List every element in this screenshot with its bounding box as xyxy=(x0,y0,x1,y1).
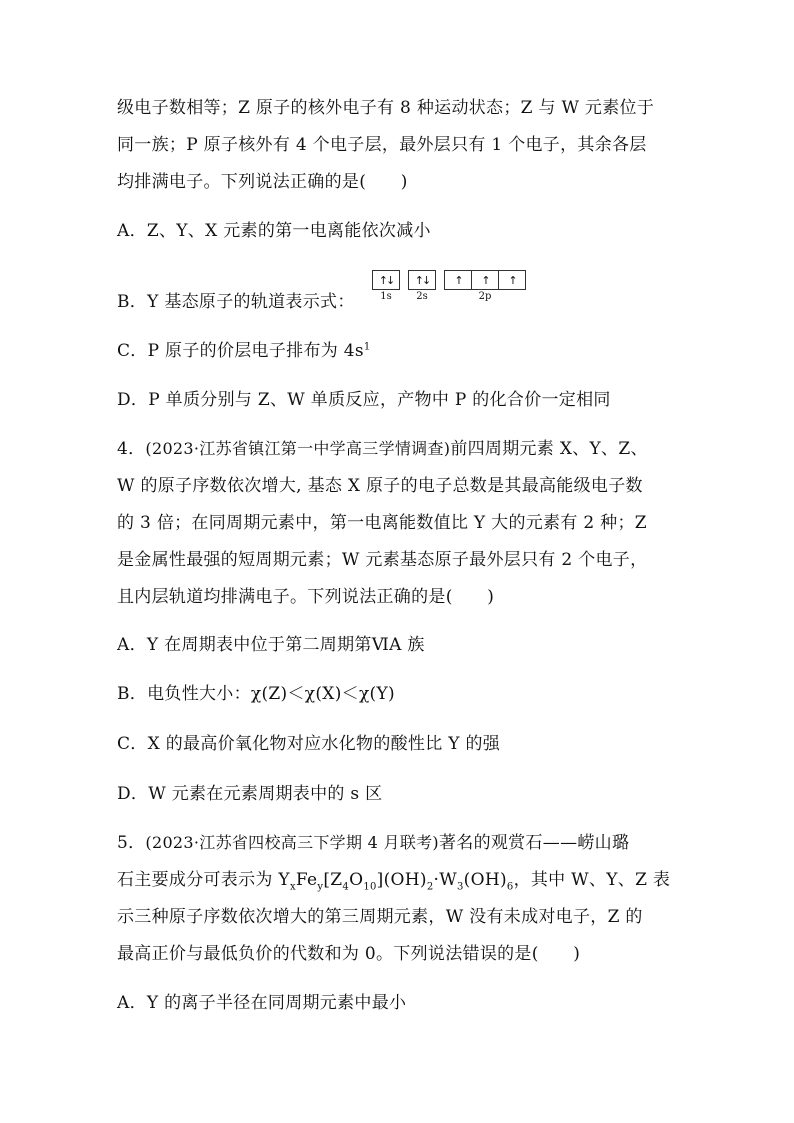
q3-stem-line-3: 均排满电子。下列说法正确的是( ) xyxy=(117,172,408,192)
formula-o: O xyxy=(349,870,364,890)
q3-option-c xyxy=(117,339,371,363)
orbital-diagram xyxy=(372,270,534,302)
formula-dot-w: ·W xyxy=(433,870,457,890)
orbital-box: ↑↓ xyxy=(372,270,400,290)
q4-stem-line-1 xyxy=(117,437,648,461)
orbital-label: 2p xyxy=(478,291,492,302)
formula-sub-y: y xyxy=(317,881,324,893)
q5-stem-line-1 xyxy=(117,831,629,855)
q4-option-d: D．W 元素在元素周期表中的 s 区 xyxy=(117,784,383,804)
formula-fe: Fe xyxy=(295,870,318,890)
q3-option-b: B．Y 基态原子的轨道表示式： xyxy=(117,292,355,312)
q5-stem-line-3: 示三种原子序数依次增大的第三周期元素，W 没有未成对电子，Z 的 xyxy=(117,907,643,927)
formula-sub-2: 2 xyxy=(426,881,434,893)
formula-sub-6: 6 xyxy=(506,881,514,893)
q4-option-c: C．X 的最高价氧化物对应水化物的酸性比 Y 的强 xyxy=(117,734,501,754)
q4-option-b: B．电负性大小：χ(Z)＜χ(X)＜χ(Y) xyxy=(117,684,395,704)
q4-stem-line-2: W 的原子序数依次增大, 基态 X 原子的电子总数是其最高能级电子数 xyxy=(117,476,643,496)
formula-bracket: [Z xyxy=(323,870,343,890)
q5-option-a: A．Y 的离子半径在同周期元素中最小 xyxy=(117,993,407,1013)
orbital-label: 2s xyxy=(416,291,428,302)
orbital-box: ↑↓ xyxy=(408,270,436,290)
q4-stem-line-3: 的 3 倍；在同周期元素中，第一电离能数值比 Y 大的元素有 2 种；Z xyxy=(117,513,647,533)
formula-sub-3: 3 xyxy=(457,881,464,893)
orbital-box: ↑ xyxy=(471,270,499,290)
q3-stem-line-2: 同一族；P 原子核外有 4 个电子层，最外层只有 1 个电子，其余各层 xyxy=(117,135,647,155)
q5-stem-line-2 xyxy=(117,868,670,892)
orbital-2s xyxy=(408,270,436,302)
formula-oh6: (OH) xyxy=(463,870,507,890)
q4-source: (2023·江苏省镇江第一中学高三学情调查) xyxy=(145,439,451,458)
q4-option-a: A．Y 在周期表中位于第二周期第ⅥA 族 xyxy=(117,635,425,655)
q4-stem-first: 前四周期元素 X、Y、Z、 xyxy=(450,439,648,459)
q3-stem-line-1: 级电子数相等；Z 原子的核外电子有 8 种运动状态；Z 与 W 元素位于 xyxy=(117,98,655,118)
formula-sub-x: x xyxy=(289,881,296,893)
q5-stem-line-4: 最高正价与最低负价的代数和为 0。下列说法错误的是( ) xyxy=(117,944,581,964)
formula-oh: ](OH) xyxy=(376,870,427,890)
orbital-box: ↑ xyxy=(444,270,472,290)
formula-suffix: ，其中 W、Y、Z 表 xyxy=(513,870,671,890)
q3-option-d: D．P 单质分别与 Z、W 单质反应，产物中 P 的化合价一定相同 xyxy=(117,390,611,410)
q3-option-a: A．Z、Y、X 元素的第一电离能依次减小 xyxy=(117,221,431,241)
formula-sub-10: 10 xyxy=(363,881,377,893)
orbital-label: 1s xyxy=(380,291,392,302)
orbital-box: ↑ xyxy=(498,270,526,290)
q5-number: 5． xyxy=(117,833,146,853)
q5-source: (2023·江苏省四校高三下学期 4 月联考) xyxy=(145,833,439,852)
option-c-text: C．P 原子的价层电子排布为 4s xyxy=(117,341,364,361)
orbital-2p xyxy=(444,270,526,302)
formula-sub-4: 4 xyxy=(342,881,350,893)
q5-stem-first: 著名的观赏石——崂山璐 xyxy=(438,833,630,853)
q4-stem-line-4: 是金属性最强的短周期元素；W 元素基态原子最外层只有 2 个电子， xyxy=(117,550,648,570)
q4-stem-line-5: 且内层轨道均排满电子。下列说法正确的是( ) xyxy=(117,587,495,607)
q4-number: 4． xyxy=(117,439,146,459)
orbital-1s xyxy=(372,270,400,302)
formula-prefix: 石主要成分可表示为 Y xyxy=(117,870,290,890)
option-c-superscript: 1 xyxy=(363,341,371,353)
